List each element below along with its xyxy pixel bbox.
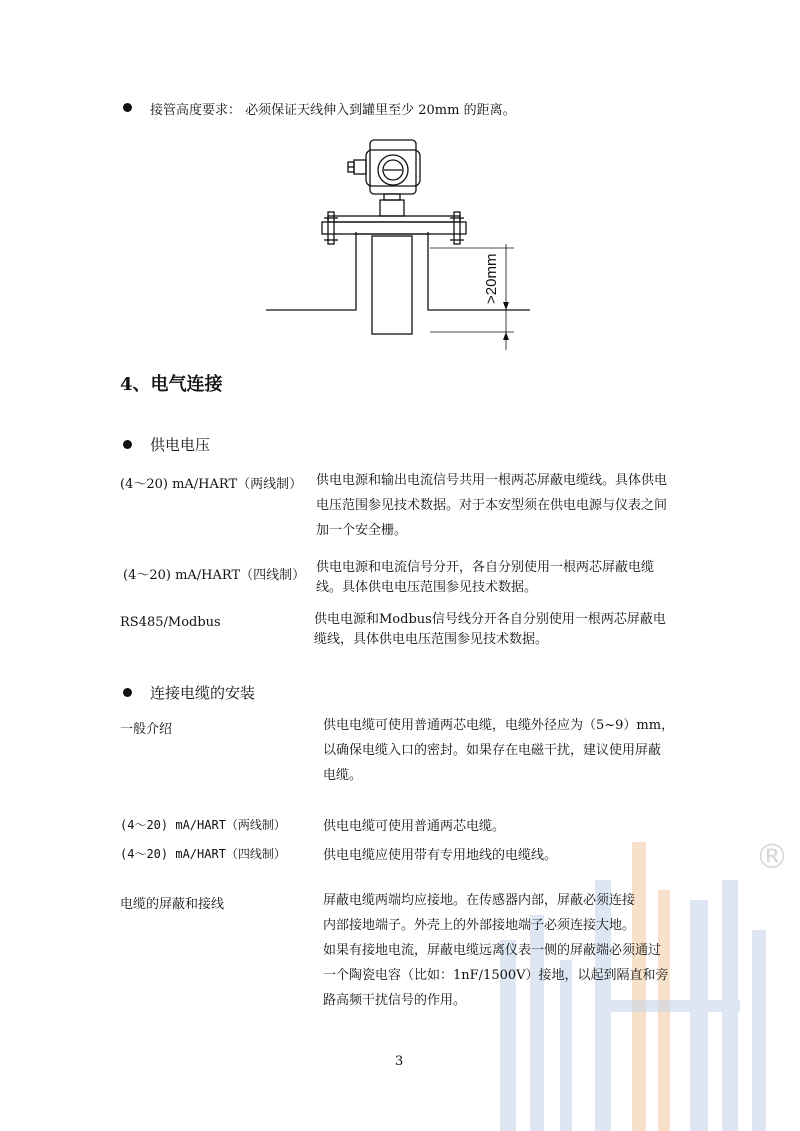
shield-desc: 屏蔽电缆两端均应接地。在传感器内部，屏蔽必须连接 内部接地端子。外壳上的外部接地端子必须连接大地。 如果有接地电流，屏蔽电缆远离仪表一侧的屏蔽端必须通过 一个陶瓷电容（比如：1nF/1500V）接地，以起到隔直和旁 路高频干扰信号的作用。 bbox=[323, 893, 669, 1008]
cable-install-title: 连接电缆的安装 bbox=[150, 684, 256, 702]
power-row-label: (4～20) mA/HART（两线制） bbox=[120, 477, 303, 492]
general-intro-desc: 供电电缆可使用普通两芯电缆，电缆外径应为（5~9）mm， 以确保电缆入口的密封。如果存在电磁干扰，建议使用屏蔽 电缆。 bbox=[323, 718, 675, 783]
general-intro-label: 一般介绍 bbox=[120, 722, 173, 737]
nozzle-height-requirement: 接管高度要求： 必须保证天线伸入到罐里至少 20mm 的距离。 bbox=[150, 103, 516, 118]
four-wire-desc: 供电电缆应使用带有专用地线的电缆线。 bbox=[323, 848, 558, 863]
bullet-dot bbox=[123, 440, 132, 449]
four-wire-label: (4～20) mA/HART（四线制） bbox=[120, 847, 286, 861]
power-row-desc: 供电电源和电流信号分开，各自分别使用一根两芯屏蔽电缆 线。具体供电电压范围参见技术数据。 bbox=[316, 560, 655, 595]
dimension-label: >20mm bbox=[483, 253, 500, 304]
bullet-dot bbox=[123, 103, 132, 112]
power-row-label: RS485/Modbus bbox=[120, 615, 221, 630]
power-row-desc: 供电电源和输出电流信号共用一根两芯屏蔽电缆线。具体供电 电压范围参见技术数据。对于本安型须在供电电源与仪表之间 加一个安全栅。 bbox=[316, 473, 668, 538]
power-row-desc: 供电电源和Modbus信号线分开各自分别使用一根两芯屏蔽电 缆线，具体供电电压范围参见技术数据。 bbox=[314, 612, 666, 647]
power-supply-title: 供电电压 bbox=[150, 436, 211, 454]
bullet-dot bbox=[123, 688, 132, 697]
section-heading: 4、电气连接 bbox=[120, 374, 223, 395]
watermark-registered-mark: ® bbox=[755, 837, 789, 877]
shield-label: 电缆的屏蔽和接线 bbox=[120, 897, 225, 912]
mounting-diagram bbox=[258, 132, 538, 352]
two-wire-label: (4～20) mA/HART（两线制） bbox=[120, 818, 286, 832]
page-number: 3 bbox=[395, 1054, 404, 1069]
power-row-label: (4～20) mA/HART（四线制） bbox=[123, 568, 306, 583]
two-wire-desc: 供电电缆可使用普通两芯电缆。 bbox=[323, 819, 506, 834]
